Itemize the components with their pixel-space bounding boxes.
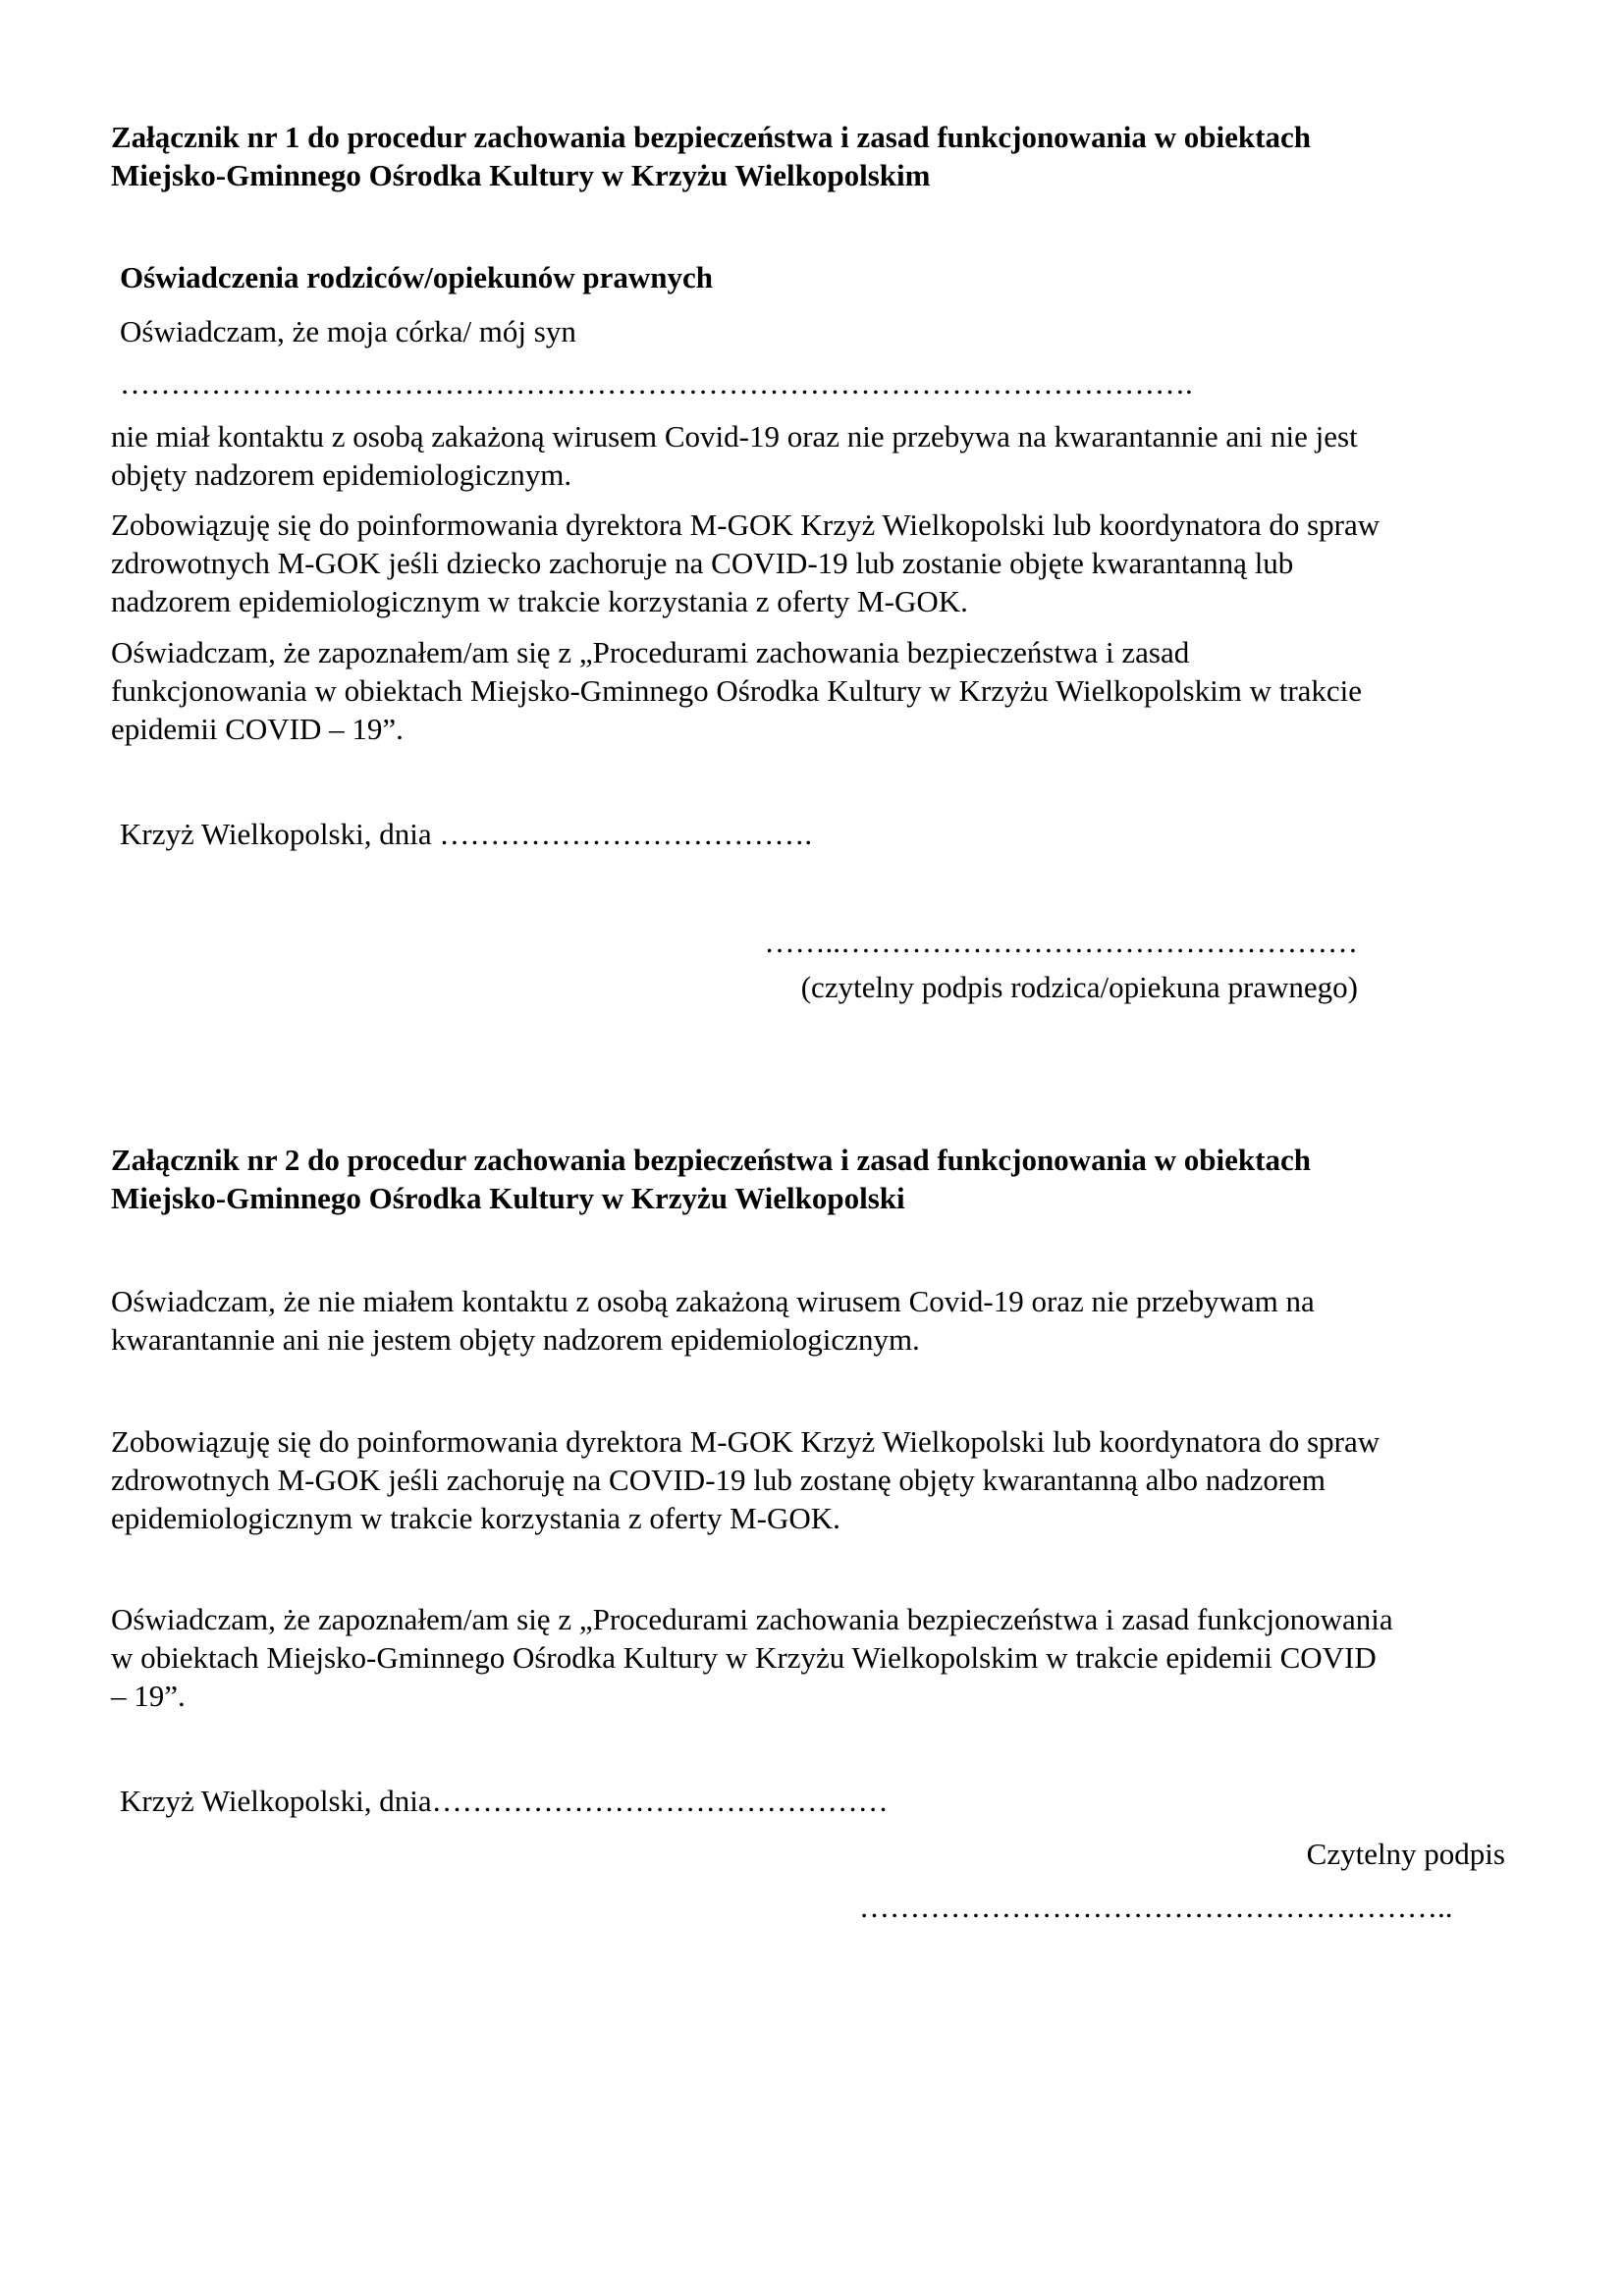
section2-signature-caption: Czytelny podpis [1306,1837,1505,1871]
section1-heading: Załącznik nr 1 do procedur zachowania bezpieczeństwa i zasad funkcjonowania w obiektach Miejsko-Gminnego Ośrodka Kultury w Krzyżu Wielkopolskim [111,120,1311,192]
section2-signature-line: ………………………………………………….. [859,1890,1453,1924]
section2-paragraph-obligation: Zobowiązuję się do poinformowania dyrektora M-GOK Krzyż Wielkopolski lub koordynatora do spraw zdrowotnych M-GOK jeśli zachoruję na COVID-19 lub zostanę objęty kwarantanną albo nadzorem epidemiologicznym w trakcie korzystania z oferty M-GOK. [111,1424,1380,1535]
child-name-fill-line: ……………………………………………………………………………………………. [120,366,1193,400]
section2-paragraph-acknowledgement: Oświadczam, że zapoznałem/am się z „Procedurami zachowania bezpieczeństwa i zasad funkcjonowania w obiektach Miejsko-Gminnego Ośrodka Kultury w Krzyżu Wielkopolskim w trakcie epidemii COVID – 19”. [111,1602,1393,1713]
section1-date-line: Krzyż Wielkopolski, dnia ………………………………. [120,817,813,851]
section1-subheading: Oświadczenia rodziców/opiekunów prawnych [120,260,713,294]
section2-heading: Załącznik nr 2 do procedur zachowania bezpieczeństwa i zasad funkcjonowania w obiektach Miejsko-Gminnego Ośrodka Kultury w Krzyżu Wielkopolski [111,1143,1311,1215]
section1-paragraph-acknowledgement: Oświadczam, że zapoznałem/am się z „Procedurami zachowania bezpieczeństwa i zasad funkcjonowania w obiektach Miejsko-Gminnego Ośrodka Kultury w Krzyżu Wielkopolskim w trakcie epidemii COVID – 19”. [111,635,1363,746]
section1-paragraph-contact: nie miał kontaktu z osobą zakażoną wirusem Covid-19 oraz nie przebywa na kwarantannie ani nie jest objęty nadzorem epidemiologicznym. [111,419,1358,492]
section1-signature-caption: (czytelny podpis rodzica/opiekuna prawnego) [800,970,1358,1004]
section2-paragraph-contact: Oświadczam, że nie miałem kontaktu z osobą zakażoną wirusem Covid-19 oraz nie przebywam na kwarantannie ani nie jestem objęty nadzorem epidemiologicznym. [111,1284,1315,1357]
section1-signature-line: ……..…………………………………………… [764,925,1358,959]
section1-intro: Oświadczam, że moja córka/ mój syn [120,314,576,348]
section2-date-line: Krzyż Wielkopolski, dnia……………………………………… [120,1784,889,1818]
section1-paragraph-obligation: Zobowiązuję się do poinformowania dyrektora M-GOK Krzyż Wielkopolski lub koordynatora do spraw zdrowotnych M-GOK jeśli dziecko zachoruje na COVID-19 lub zostanie objęte kwarantanną lub nadzorem epidemiologicznym w trakcie korzystania z oferty M-GOK. [111,507,1380,618]
